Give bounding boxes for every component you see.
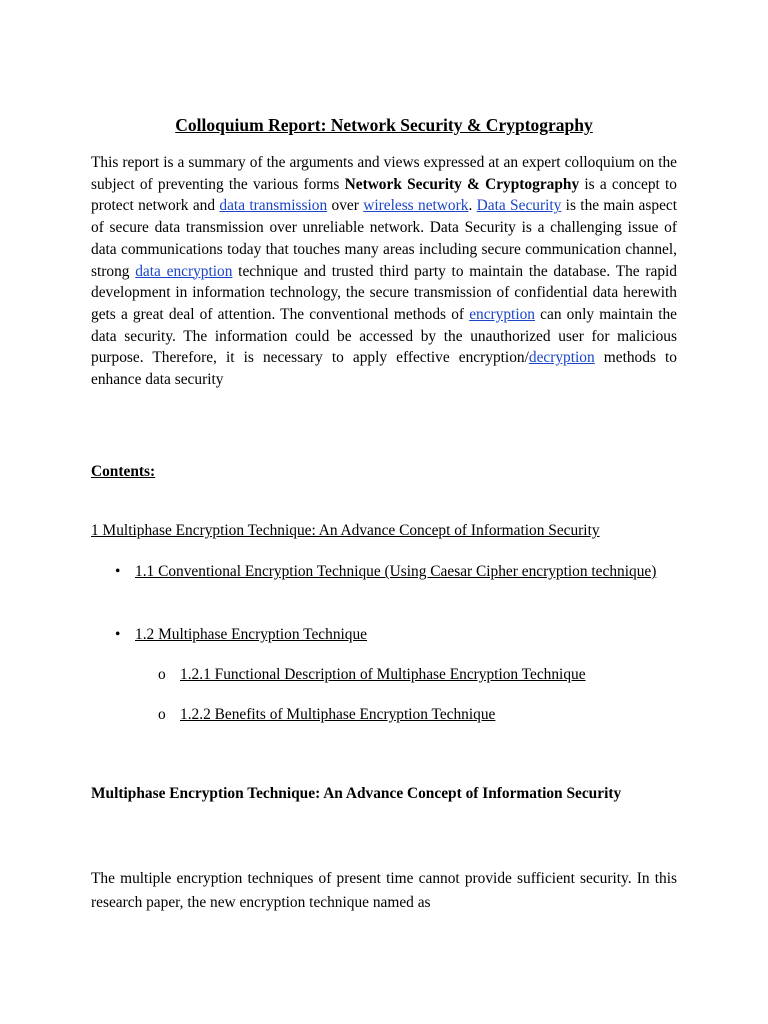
toc-item-1[interactable]: 1 Multiphase Encryption Technique: An Advance Concept of Information Security [91, 522, 600, 539]
link-data-encryption[interactable]: data encryption [135, 262, 233, 280]
link-wireless-network[interactable]: wireless network [363, 197, 469, 215]
intro-paragraph [91, 152, 677, 391]
section-heading: Multiphase Encryption Technique: An Advance Concept of Information Security [91, 785, 622, 802]
bullet-icon: • [115, 626, 121, 643]
report-title: Colloquium Report: Network Security & Cryptography [175, 115, 593, 135]
bullet-icon: • [115, 563, 121, 580]
toc-item-1-2-1-label[interactable]: 1.2.1 Functional Description of Multiphase Encryption Technique [180, 666, 586, 683]
contents-heading: Contents: [91, 463, 156, 480]
intro-text-1: This report is a summary of the arguments and views expressed at an expert colloquium on the subject of preventing the various forms [91, 154, 677, 193]
link-data-security[interactable]: Data Security [476, 197, 562, 215]
toc-item-1-2-label[interactable]: 1.2 Multiphase Encryption Technique [135, 626, 368, 643]
link-encryption[interactable]: encryption [469, 305, 536, 323]
intro-bold-topic: Network Security & Cryptography [339, 175, 580, 193]
sub-bullet-icon: o [158, 666, 166, 683]
link-decryption[interactable]: decryption [528, 349, 595, 367]
intro-text-6: technique and trusted third party to maintain the database. The rapid development in information technology, the secure transmission of confidential data herewith gets a great deal of attention. The conventional methods of [91, 262, 677, 323]
intro-text-5: is the main aspect of secure data transmission over unreliable network. Data Security is a challenging issue of data communications today that touches many areas including secure communication channel, strong [91, 197, 678, 280]
intro-text-3: over [327, 197, 364, 215]
section-body-paragraph: The multiple encryption techniques of present time cannot provide sufficient security. In this research paper, the new encryption technique named as [91, 870, 677, 911]
toc-item-1-1-label[interactable]: 1.1 Conventional Encryption Technique (Using Caesar Cipher encryption technique) [135, 563, 657, 580]
intro-text-8: methods to enhance data security [91, 349, 677, 389]
intro-text-4: . [468, 197, 477, 215]
intro-text-2: is a concept to protect network and [91, 175, 677, 215]
toc-item-1-2-2-label[interactable]: 1.2.2 Benefits of Multiphase Encryption Technique [180, 706, 496, 723]
link-data-transmission[interactable]: data transmission [219, 197, 328, 215]
sub-bullet-icon: o [158, 706, 166, 723]
intro-text-7: can only maintain the data security. The information could be accessed by the unauthorized user for malicious purpose. Therefore, it is necessary to apply effective encryption/ [91, 305, 677, 367]
